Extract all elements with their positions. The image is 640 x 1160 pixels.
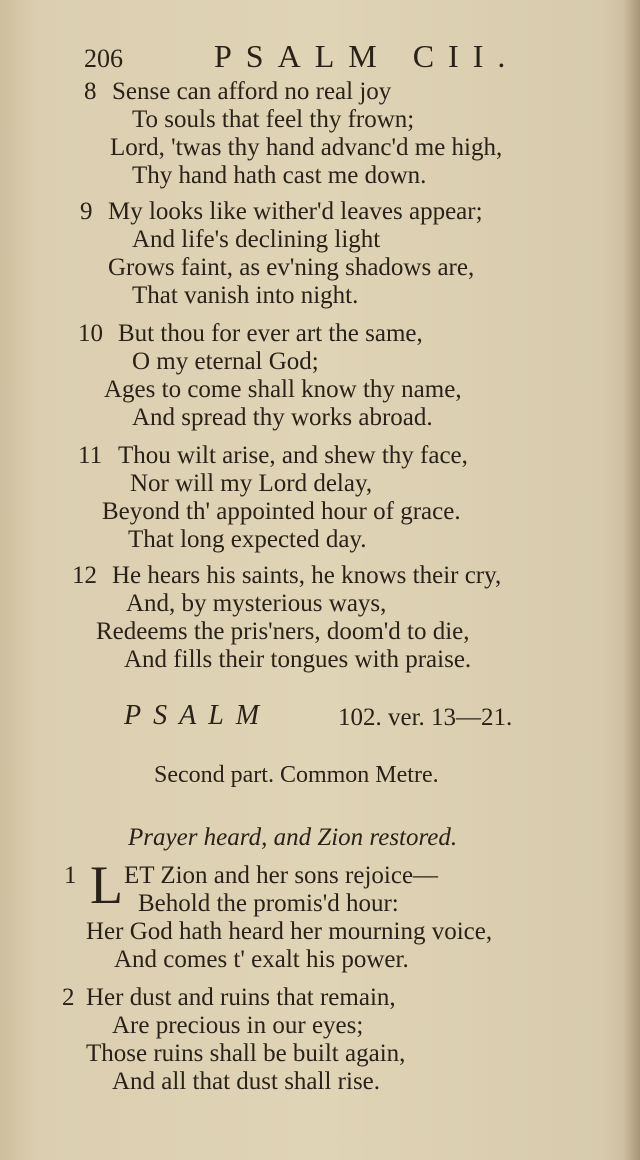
verse-line: Her God hath heard her mourning voice, bbox=[86, 918, 493, 945]
subject-heading: Prayer heard, and Zion restored. bbox=[128, 824, 458, 851]
verse-line: Those ruins shall be built again, bbox=[86, 1040, 406, 1067]
verse-line: That long expected day. bbox=[128, 526, 367, 553]
verse-line: Behold the promis'd hour: bbox=[138, 890, 399, 917]
verse-line: ET Zion and her sons rejoice— bbox=[124, 862, 439, 889]
verse-number: 1 bbox=[64, 862, 77, 889]
verse-line: And all that dust shall rise. bbox=[112, 1068, 381, 1095]
verse-line: Are precious in our eyes; bbox=[112, 1012, 364, 1039]
verse-line: Nor will my Lord delay, bbox=[130, 470, 373, 497]
verse-line: Grows faint, as ev'ning shadows are, bbox=[108, 254, 475, 281]
verse-line: Lord, 'twas thy hand advanc'd me high, bbox=[110, 134, 503, 161]
verse-number: 12 bbox=[72, 562, 97, 589]
running-title: PSALM CII. bbox=[214, 38, 520, 74]
verse-line: Beyond th' appointed hour of grace. bbox=[102, 498, 461, 525]
page-number: 206 bbox=[84, 44, 123, 73]
verse-line: Thy hand hath cast me down. bbox=[132, 162, 427, 189]
verse-line: To souls that feel thy frown; bbox=[132, 106, 415, 133]
drop-cap: L bbox=[90, 855, 123, 915]
page-header bbox=[84, 38, 524, 78]
verse-number: 8 bbox=[84, 78, 97, 105]
verse-line: And spread thy works abroad. bbox=[132, 404, 433, 431]
verse-line: Redeems the pris'ners, doom'd to die, bbox=[96, 618, 470, 645]
verse-line: Her dust and ruins that remain, bbox=[86, 984, 396, 1011]
psalm-heading-label: PSALM bbox=[124, 700, 272, 731]
verse-line: Ages to come shall know thy name, bbox=[104, 376, 462, 403]
verse-line: My looks like wither'd leaves appear; bbox=[108, 198, 483, 225]
verse-number: 10 bbox=[78, 320, 103, 347]
verse-line: And fills their tongues with praise. bbox=[124, 646, 472, 673]
page-edge-shadow bbox=[624, 0, 640, 1160]
verse-line: Sense can afford no real joy bbox=[112, 78, 392, 105]
verse-line: And life's declining light bbox=[132, 226, 381, 253]
verse-line: That vanish into night. bbox=[132, 282, 359, 309]
verse-number: 11 bbox=[78, 442, 103, 469]
psalm-heading-reference: 102. ver. 13—21. bbox=[338, 704, 513, 731]
part-heading: Second part. Common Metre. bbox=[154, 762, 439, 788]
verse-line: And comes t' exalt his power. bbox=[114, 946, 409, 973]
verse-line: And, by mysterious ways, bbox=[126, 590, 387, 617]
verse-line: But thou for ever art the same, bbox=[118, 320, 423, 347]
verse-line: He hears his saints, he knows their cry, bbox=[112, 562, 502, 589]
verse-line: Thou wilt arise, and shew thy face, bbox=[118, 442, 468, 469]
verse-number: 9 bbox=[80, 198, 93, 225]
verse-line: O my eternal God; bbox=[132, 348, 319, 375]
verse-number: 2 bbox=[62, 984, 75, 1011]
